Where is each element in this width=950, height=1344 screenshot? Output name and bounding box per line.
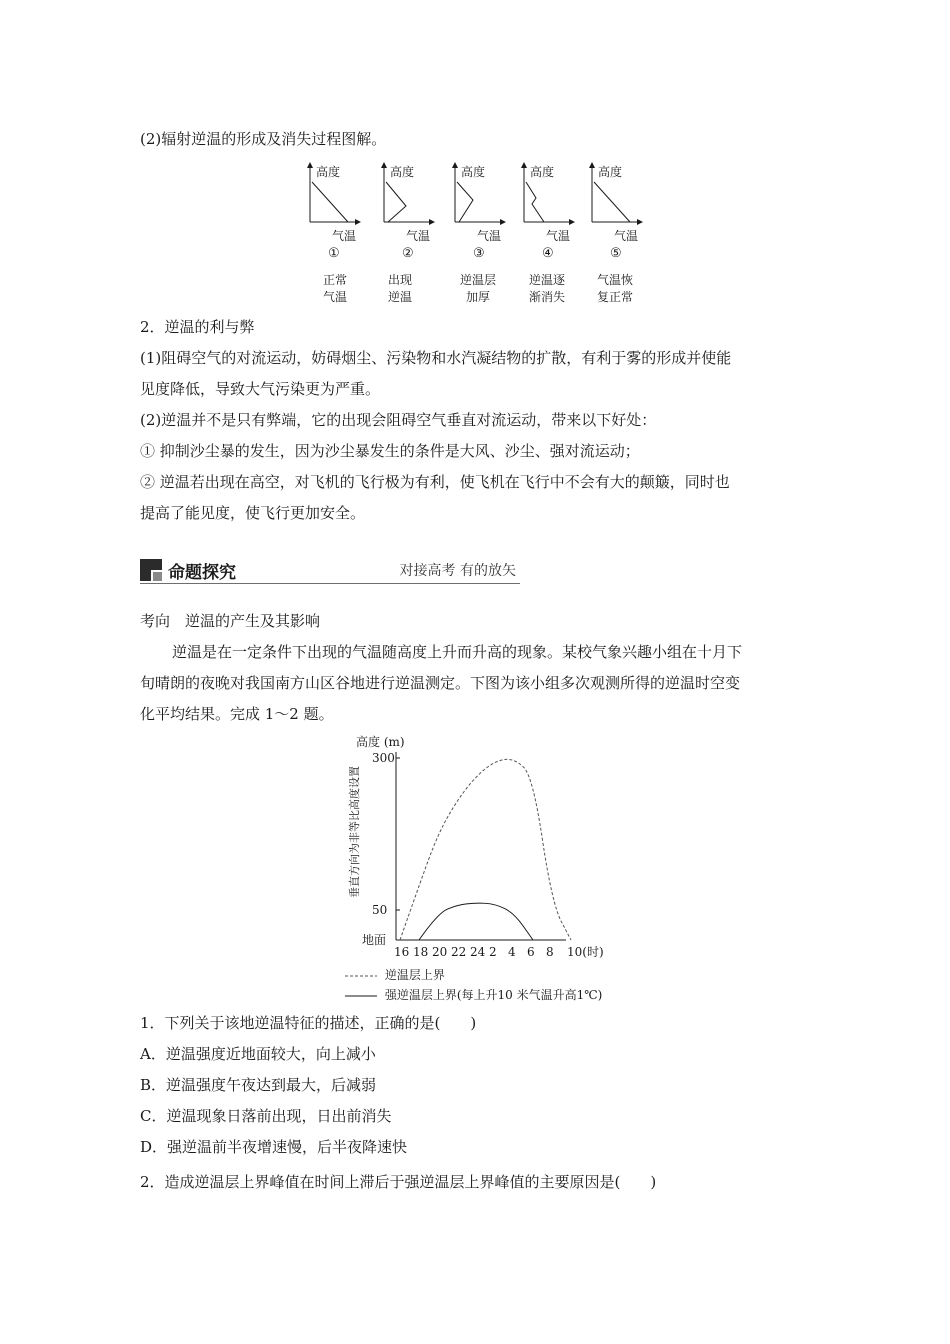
mini-x-label-3: 气温: [477, 229, 502, 243]
mini-caption-5: 气温恢 复正常: [596, 273, 633, 304]
q1-option-b: B．逆温强度午夜达到最大，后减弱: [140, 1076, 377, 1094]
q1-stem: 1．下列关于该地逆温特征的描述，正确的是( ): [140, 1014, 477, 1032]
legend-solid: [345, 986, 602, 1004]
y-tick-label: 50: [372, 903, 388, 917]
mini-diagram-5: [592, 164, 640, 260]
series-inversion-upper: [400, 759, 571, 940]
x-tick-label: 16: [394, 945, 410, 959]
x-tick-label: 24: [470, 945, 486, 959]
temp-profile-4: [526, 182, 544, 222]
y-axis-label: 高度 (m): [356, 735, 405, 749]
mini-num-4: ④: [542, 246, 554, 260]
mini-y-label-2: 高度: [390, 165, 415, 179]
mini-diagram-3: [455, 164, 503, 260]
mini-x-label-2: 气温: [406, 229, 431, 243]
legend-dashed-label: 逆温层上界: [384, 968, 445, 982]
stem-line3: 化平均结果。完成 1～2 题。: [140, 705, 334, 723]
section-banner: [140, 556, 520, 584]
mini-x-label-1: 气温: [332, 229, 357, 243]
mini-caption-3: 逆温层 加厚: [459, 273, 496, 304]
legend-dashed-swatch: [345, 971, 377, 981]
mini-y-label-1: 高度: [316, 165, 341, 179]
x-tick-label: 6: [527, 945, 535, 959]
mini-y-label-4: 高度: [530, 165, 555, 179]
x-tick-label: 10(时): [567, 945, 604, 959]
mini-num-3: ③: [473, 246, 485, 260]
temp-profile-2: [386, 182, 406, 222]
mini-y-label-3: 高度: [461, 165, 486, 179]
mini-caption-4: 逆温逐 渐消失: [528, 273, 565, 304]
inversion-process-diagrams: [300, 160, 660, 260]
x-tick-label: 20: [432, 945, 448, 959]
mini-y-label-5: 高度: [598, 165, 623, 179]
inversion-chart: [340, 730, 640, 970]
legend-solid-label: 强逆温层上界(每上升10 米气温升高1℃): [384, 988, 603, 1002]
banner-title: 命题探究: [168, 563, 236, 583]
stem-line1: 逆温是在一定条件下出现的气温随高度上升而升高的现象。某校气象兴趣小组在十月下: [172, 643, 743, 661]
banner-rule: [140, 583, 520, 584]
mini-x-label-4: 气温: [546, 229, 571, 243]
kaoxiang-title: 考向 逆温的产生及其影响: [140, 612, 321, 630]
x-tick-label: 2: [489, 945, 497, 959]
mini-caption-1: 正常 气温: [322, 273, 347, 304]
q1-option-d: D．强逆温前半夜增速慢，后半夜降速快: [140, 1138, 408, 1156]
y-tick-label: 地面: [362, 933, 387, 947]
section2-title: 2．逆温的利与弊: [140, 318, 255, 336]
section2-p1-line1: (1)阻碍空气的对流运动，妨碍烟尘、污染物和水汽凝结物的扩散，有利于雾的形成并使能: [140, 349, 732, 367]
intro-heading: (2)辐射逆温的形成及消失过程图解。: [140, 130, 387, 148]
x-tick-label: 18: [413, 945, 429, 959]
section2-p2: (2)逆温并不是只有弊端，它的出现会阻碍空气垂直对流运动，带来以下好处：: [140, 411, 657, 429]
x-tick-label: 4: [508, 945, 516, 959]
temp-profile-1: [312, 182, 348, 222]
section2-item1: ① 抑制沙尘暴的发生，因为沙尘暴发生的条件是大风、沙尘、强对流运动；: [140, 442, 640, 460]
y-tick-label: 300: [372, 751, 395, 765]
stem-line2: 旬晴朗的夜晚对我国南方山区谷地进行逆温测定。下图为该小组多次观测所得的逆温时空变: [140, 674, 741, 692]
banner-subtitle: 对接高考 有的放矢: [399, 563, 516, 579]
q2-stem: 2．造成逆温层上界峰值在时间上滞后于强逆温层上界峰值的主要原因是( ): [140, 1173, 657, 1191]
mini-num-1: ①: [328, 246, 340, 260]
mini-diagram-1: [310, 164, 358, 260]
mini-diagram-4: [524, 164, 572, 260]
q1-option-c: C．逆温现象日落前出现，日出前消失: [140, 1107, 392, 1125]
banner-icon: [140, 559, 162, 581]
mini-diagram-2: [384, 164, 432, 260]
series-strong-inversion-upper: [419, 903, 533, 940]
x-tick-label: 8: [546, 945, 554, 959]
y-axis-side-note: 垂直方向为非等比高度设置: [348, 766, 361, 898]
temp-profile-3: [457, 182, 473, 222]
section2-p1-line2: 见度降低，导致大气污染更为严重。: [140, 380, 381, 398]
legend-solid-swatch: [345, 991, 377, 1001]
legend-dashed: [345, 966, 445, 984]
x-tick-label: 22: [451, 945, 467, 959]
mini-caption-2: 出现 逆温: [387, 273, 412, 304]
temp-profile-5: [594, 182, 630, 222]
mini-x-label-5: 气温: [614, 229, 639, 243]
mini-num-2: ②: [402, 246, 414, 260]
section2-item2-line1: ② 逆温若出现在高空，对飞机的飞行极为有利，使飞机在飞行中不会有大的颠簸，同时也: [140, 473, 730, 491]
q1-option-a: A．逆温强度近地面较大，向上减小: [140, 1045, 376, 1063]
mini-num-5: ⑤: [610, 246, 622, 260]
section2-item2-line2: 提高了能见度，使飞行更加安全。: [140, 504, 366, 522]
